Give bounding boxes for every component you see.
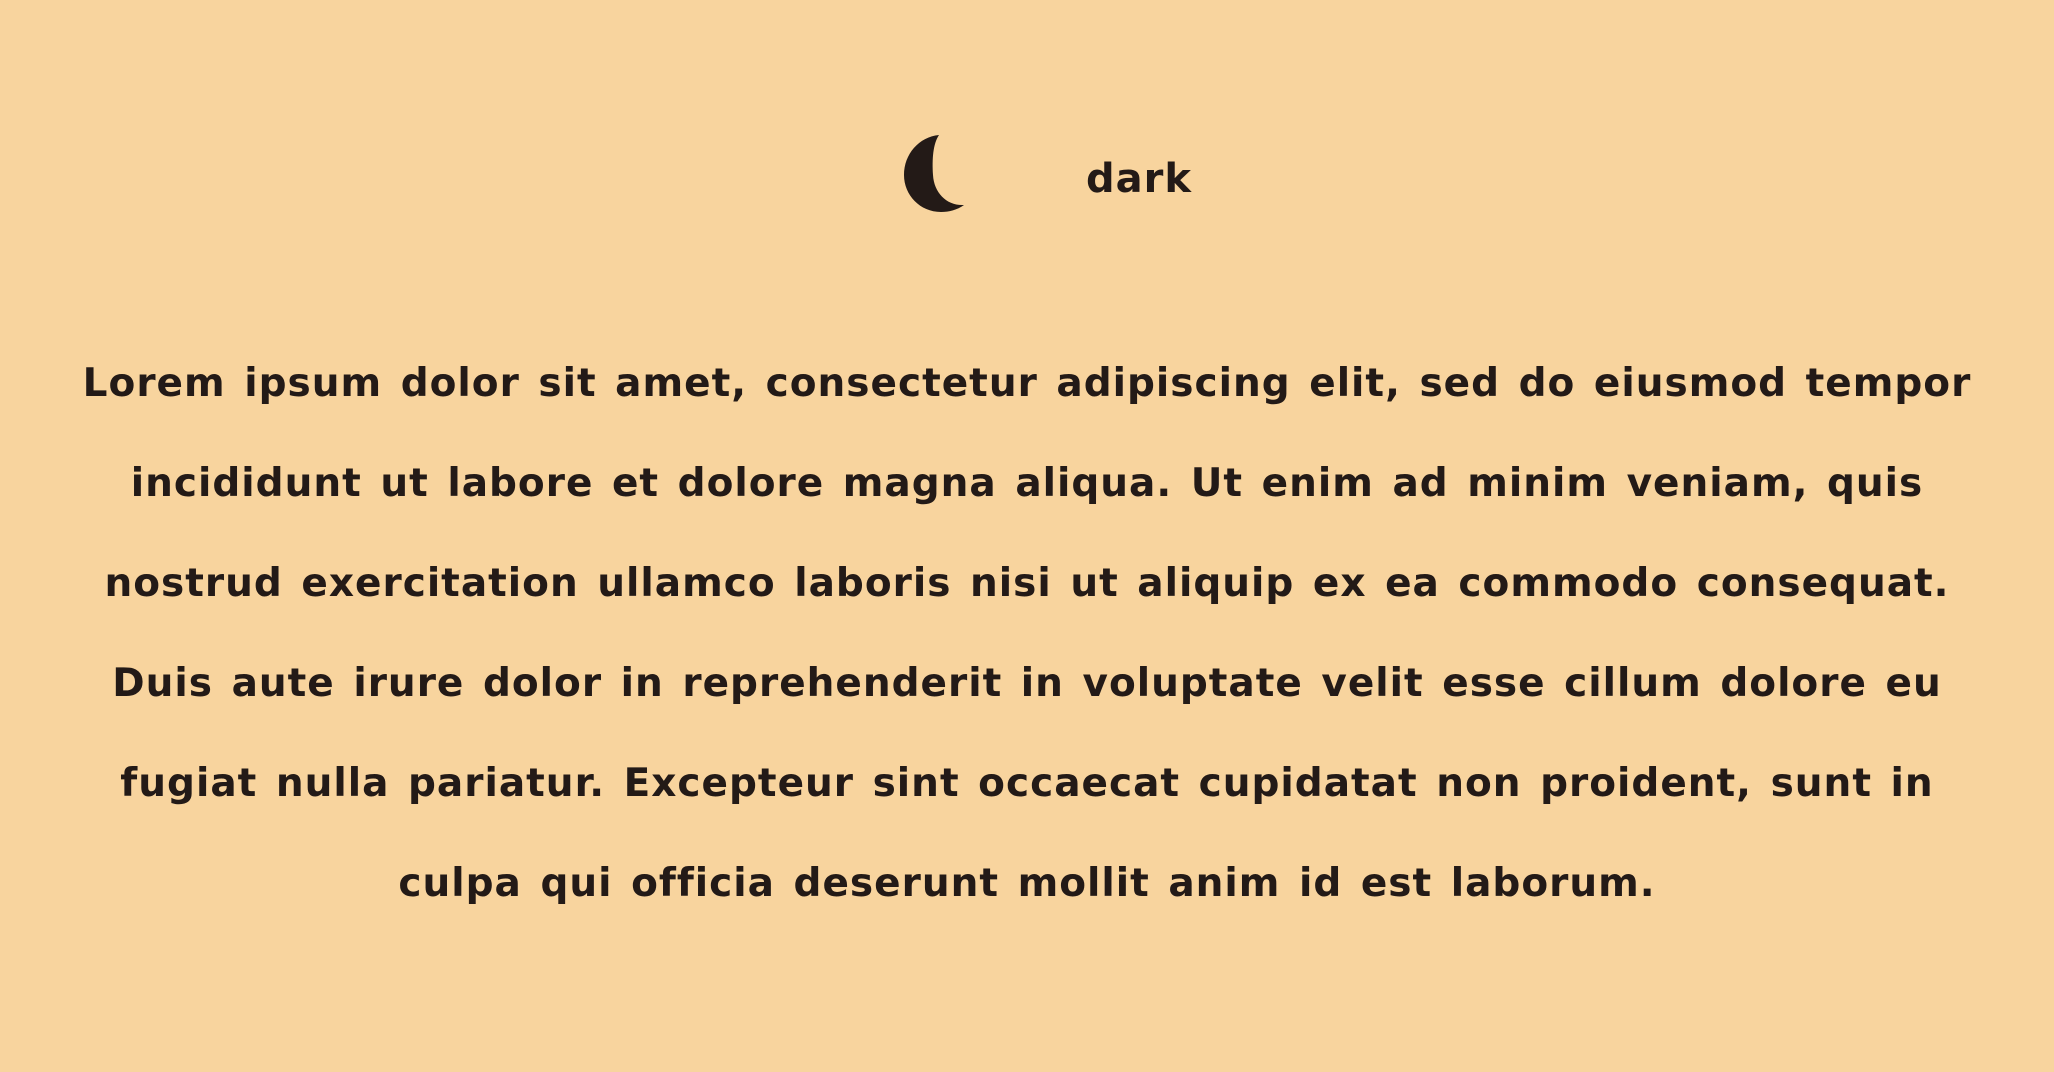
theme-toggle-label[interactable]: dark (1086, 156, 1192, 202)
body-paragraph: Lorem ipsum dolor sit amet, consectetur adipiscing elit, sed do eiusmod tempor incididunt ut labore et dolore magna aliqua. Ut enim ad minim veniam, quis nostrud exercitation ullamco laboris nisi ut aliquip ex ea commodo consequat. Duis aute irure dolor in reprehenderit in voluptate velit esse cillum dolore eu fugiat nulla pariatur. Excepteur sint occaecat cupidatat non proident, sunt in culpa qui officia deserunt mollit anim id est laborum. (82, 361, 1972, 906)
theme-toggle[interactable] (888, 134, 1192, 220)
moon-icon[interactable] (888, 134, 968, 220)
